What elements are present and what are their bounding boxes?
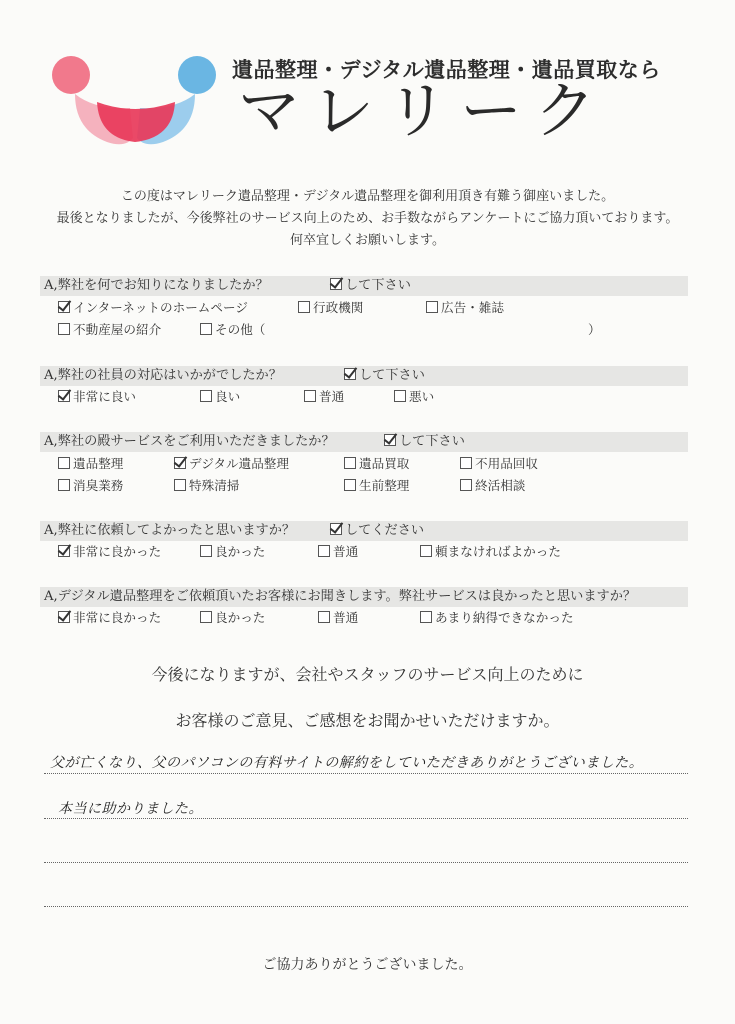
- checkbox-icon[interactable]: [460, 479, 472, 491]
- q3-question: A,弊社の殿サービスをご利用いただきましたか？: [44, 434, 335, 449]
- q2-option-1[interactable]: 良い: [200, 388, 240, 406]
- q5-option-0[interactable]: 非常に良かった: [58, 609, 161, 627]
- comment-line-3[interactable]: [44, 862, 688, 863]
- checkbox-icon[interactable]: [420, 611, 432, 623]
- q3-option-5[interactable]: 特殊清掃: [174, 477, 239, 495]
- checkbox-icon[interactable]: [174, 479, 186, 491]
- closing-line-1: 今後になりますが、会社やスタッフのサービス向上のために: [151, 665, 584, 684]
- checkbox-icon[interactable]: [304, 390, 316, 402]
- q2-option-0[interactable]: 非常に良い: [58, 388, 136, 406]
- checkbox-icon[interactable]: [460, 457, 472, 469]
- q3-option-2[interactable]: 遺品買取: [344, 455, 409, 473]
- q1-note: して下さい: [330, 276, 411, 296]
- checkbox-icon[interactable]: [426, 301, 438, 313]
- q3-option-4[interactable]: 消臭業務: [58, 477, 123, 495]
- checkbox-icon[interactable]: [420, 545, 432, 557]
- q3-option-1[interactable]: デジタル遺品整理: [174, 455, 289, 473]
- comment-line-1[interactable]: [44, 773, 688, 774]
- q3-note: して下さい: [384, 432, 465, 452]
- handwritten-line-2: 本当に助かりました。: [58, 801, 203, 817]
- comment-line-4[interactable]: [44, 906, 688, 907]
- q5-option-1[interactable]: 良かった: [200, 609, 265, 627]
- q3-option-7[interactable]: 終活相談: [460, 477, 525, 495]
- checkbox-icon[interactable]: [58, 457, 70, 469]
- intro-line-3: 何卒宜しくお願いします。: [290, 233, 445, 248]
- logo-name: マレリーク: [238, 74, 609, 147]
- comment-line-2[interactable]: [44, 818, 688, 819]
- q1-close-paren: ）: [588, 322, 601, 337]
- intro-line-1: この度はマレリーク遺品整理・デジタル遺品整理を御利用頂き有難う御座いました。: [120, 189, 615, 204]
- q3-option-0[interactable]: 遺品整理: [58, 455, 123, 473]
- q5-question: A,デジタル遺品整理をご依頼頂いたお客様にお聞きします。弊社サービスは良かったと思いますか？: [44, 589, 637, 604]
- checkbox-icon[interactable]: [318, 545, 330, 557]
- intro-text: [0, 186, 735, 252]
- q1-option-3[interactable]: 不動産屋の紹介: [58, 321, 161, 339]
- checkbox-icon[interactable]: [174, 457, 186, 469]
- note-checkbox-icon: [330, 278, 342, 290]
- checkbox-icon[interactable]: [58, 301, 70, 313]
- checkbox-icon[interactable]: [344, 479, 356, 491]
- logo-mark-icon: [45, 50, 225, 160]
- q4-option-3[interactable]: 頼まなければよかった: [420, 543, 561, 561]
- note-checkbox-icon: [384, 434, 396, 446]
- checkbox-icon[interactable]: [200, 323, 212, 335]
- closing-line-2: お客様のご意見、ご感想をお聞かせいただけますか。: [175, 711, 560, 730]
- q1-option-2[interactable]: 広告・雑誌: [426, 299, 504, 317]
- q4-note: してください: [330, 521, 424, 541]
- logo-tagline: 遺品整理・デジタル遺品整理・遺品買取なら: [232, 58, 661, 82]
- note-checkbox-icon: [330, 523, 342, 535]
- checkbox-icon[interactable]: [200, 611, 212, 623]
- q1-option-4[interactable]: その他（: [200, 321, 265, 339]
- q4-option-0[interactable]: 非常に良かった: [58, 543, 161, 561]
- logo-blue-circle: [178, 56, 216, 94]
- q2-question: A,弊社の社員の対応はいかがでしたか？: [44, 368, 282, 383]
- q5-option-3[interactable]: あまり納得できなかった: [420, 609, 574, 627]
- q1-question: A,弊社を何でお知りになりましたか？: [44, 278, 269, 293]
- checkbox-icon[interactable]: [344, 457, 356, 469]
- logo-pink-circle: [52, 56, 90, 94]
- q2-option-3[interactable]: 悪い: [394, 388, 434, 406]
- q3-option-6[interactable]: 生前整理: [344, 477, 409, 495]
- q2-note: して下さい: [344, 366, 425, 386]
- q4-option-2[interactable]: 普通: [318, 543, 358, 561]
- checkbox-icon[interactable]: [200, 390, 212, 402]
- checkbox-icon[interactable]: [58, 390, 70, 402]
- q1-option-0[interactable]: インターネットのホームページ: [58, 299, 248, 317]
- checkbox-icon[interactable]: [298, 301, 310, 313]
- thanks-text: ご協力ありがとうございました。: [262, 957, 473, 973]
- q2-option-2[interactable]: 普通: [304, 388, 344, 406]
- intro-line-2: 最後となりましたが、今後弊社のサービス向上のため、お手数ながらアンケートにご協力頂いております。: [56, 211, 679, 226]
- checkbox-icon[interactable]: [58, 323, 70, 335]
- checkbox-icon[interactable]: [394, 390, 406, 402]
- q4-question: A,弊社に依頼してよかったと思いますか？: [44, 523, 296, 538]
- checkbox-icon[interactable]: [318, 611, 330, 623]
- checkbox-icon[interactable]: [200, 545, 212, 557]
- checkbox-icon[interactable]: [58, 479, 70, 491]
- q5-option-2[interactable]: 普通: [318, 609, 358, 627]
- note-checkbox-icon: [344, 368, 356, 380]
- handwritten-line-1: 父が亡くなり、父のパソコンの有料サイトの解約をしていただきありがとうございました。: [50, 755, 644, 771]
- q1-option-1[interactable]: 行政機関: [298, 299, 363, 317]
- checkbox-icon[interactable]: [58, 611, 70, 623]
- checkbox-icon[interactable]: [58, 545, 70, 557]
- q4-option-1[interactable]: 良かった: [200, 543, 265, 561]
- q3-option-3[interactable]: 不用品回収: [460, 455, 538, 473]
